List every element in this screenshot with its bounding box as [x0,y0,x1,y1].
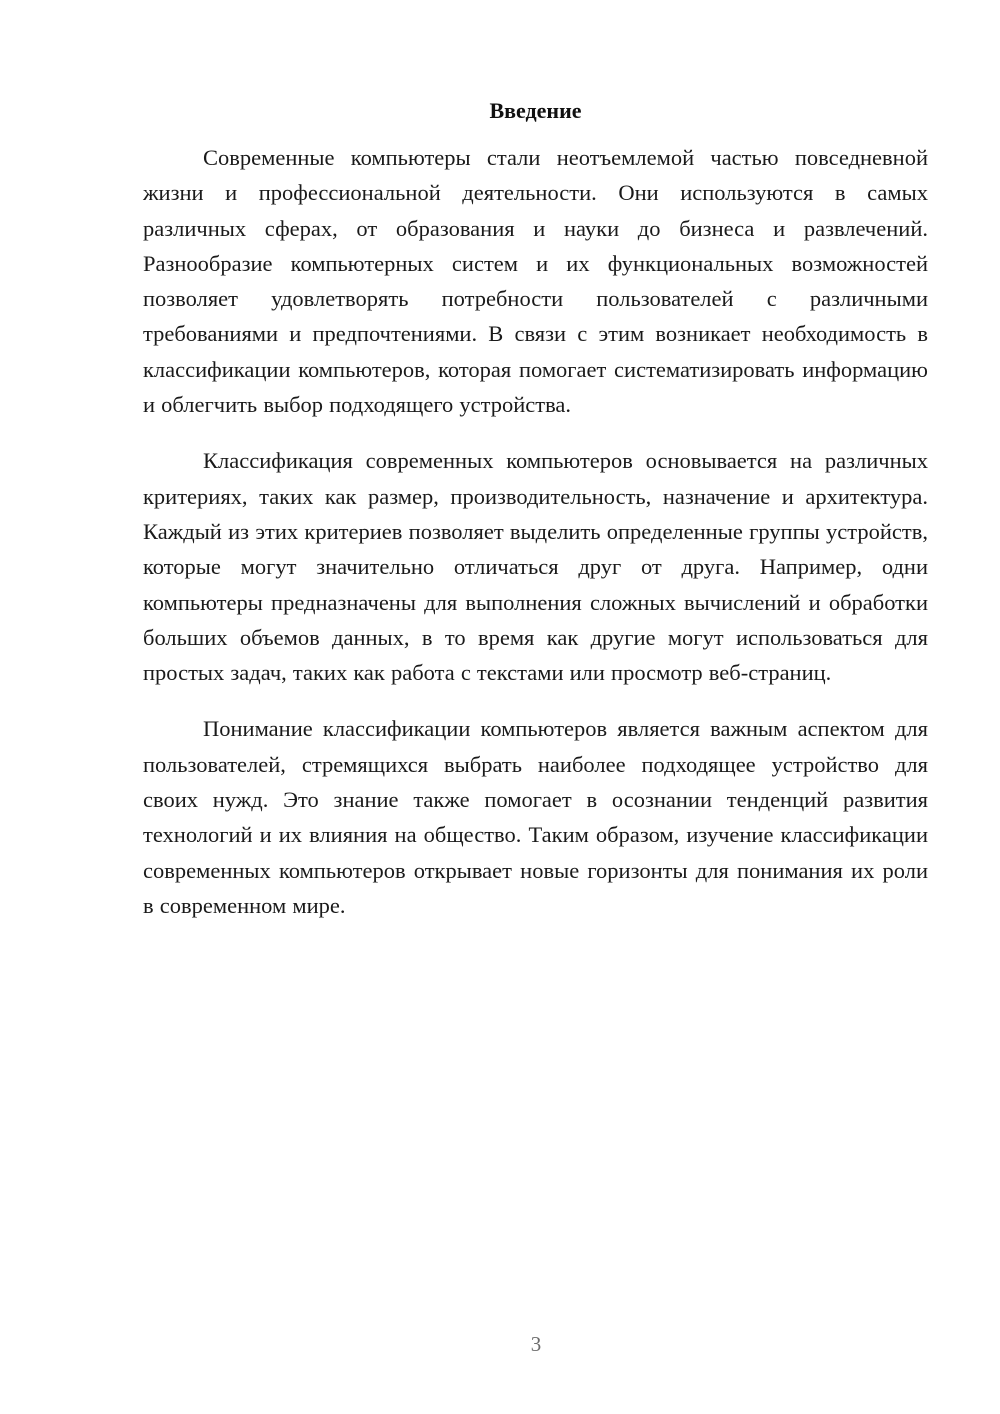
paragraph-1: Современные компьютеры стали неотъемлемой частью повседневной жизни и профессиональной деятельности. Они используются в самых различных сферах, от образования и науки до бизнеса и развлечений. Разнообразие компьютерных систем и их функциональных возможностей позволяет удовлетворять потребности пользователей с различными требованиями и предпочтениями. В связи с этим возникает необходимость в классификации компьютеров, которая помогает систематизировать информацию и облегчить выбор подходящего устройства. [143,145,928,418]
document-body [143,96,928,944]
paragraph-2: Классификация современных компьютеров основывается на различных критериях, таких как размер, производительность, назначение и архитектура. Каждый из этих критериев позволяет выделить определенные группы устройств, которые могут значительно отличаться друг от друга. Например, одни компьютеры предназначены для выполнения сложных вычислений и обработки больших объемов данных, в то время как другие могут использоваться для простых задач, таких как работа с текстами или просмотр веб-страниц. [143,448,928,686]
paragraph-3: Понимание классификации компьютеров является важным аспектом для пользователей, стремящихся выбрать наиболее подходящее устройство для своих нужд. Это знание также помогает в осознании тенденций развития технологий и их влияния на общество. Таким образом, изучение классификации современных компьютеров открывает новые горизонты для понимания их роли в современном мире. [143,716,928,918]
page-number: 3 [530,1332,542,1356]
section-title: Введение [489,98,582,123]
